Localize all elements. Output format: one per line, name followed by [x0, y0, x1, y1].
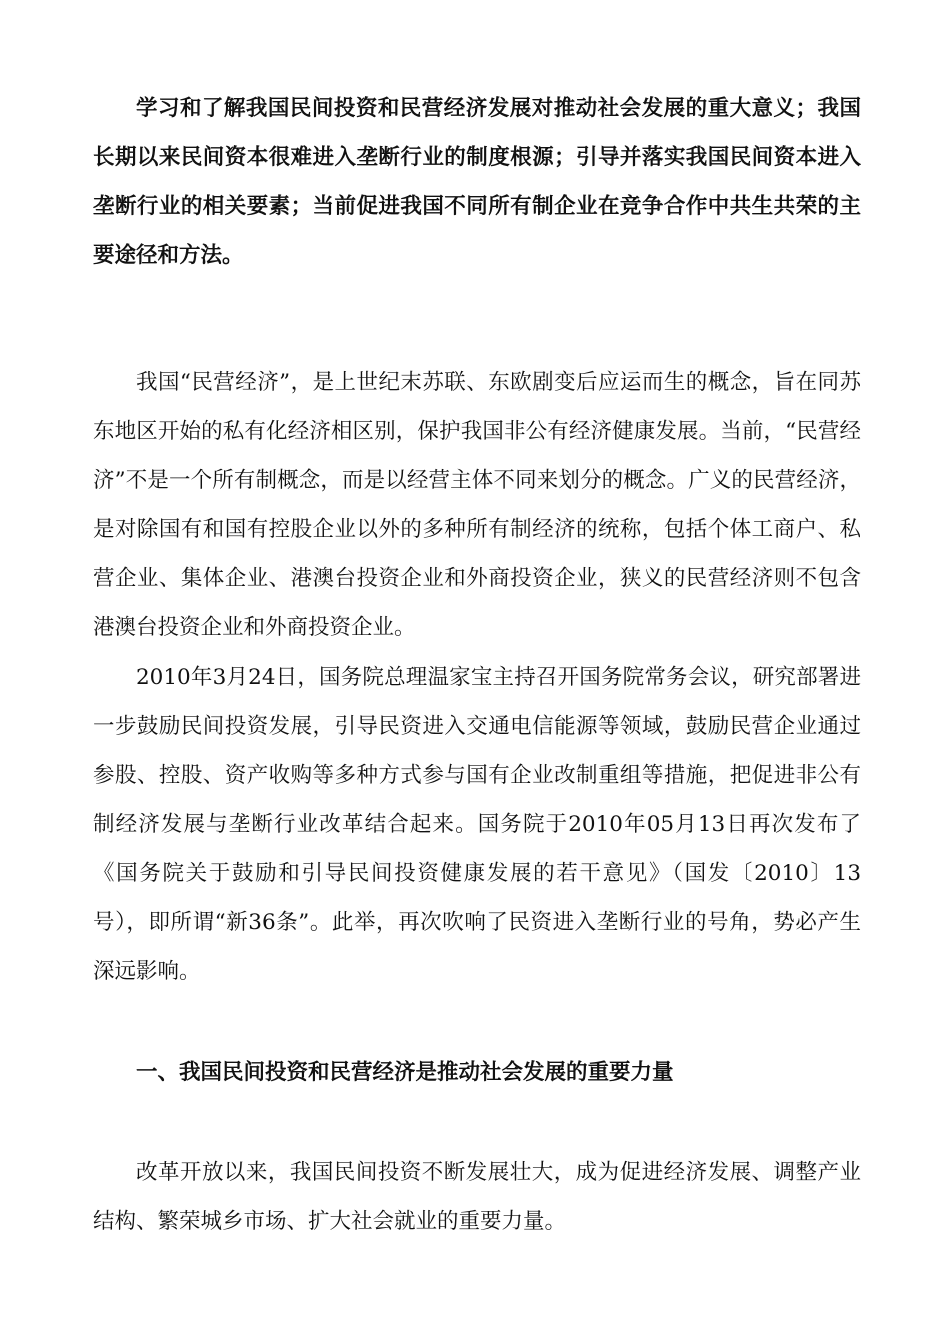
abstract-paragraph: 学习和了解我国民间投资和民营经济发展对推动社会发展的重大意义；我国长期以来民间资本很难进入垄断行业的制度根源；引导并落实我国民间资本进入垄断行业的相关要素；当前促进我国不同所有制企业在竞争合作中共生共荣的主要途径和方法。 [93, 96, 861, 268]
section-heading: 一、我国民间投资和民营经济是推动社会发展的重要力量 [136, 1060, 674, 1085]
section-paragraph: 改革开放以来，我国民间投资不断发展壮大，成为促进经济发展、调整产业结构、繁荣城乡市场、扩大社会就业的重要力量。 [93, 1160, 861, 1234]
body-paragraph-private-economy-definition: 我国“民营经济”，是上世纪末苏联、东欧剧变后应运而生的概念，旨在同苏东地区开始的私有化经济相区别，保护我国非公有经济健康发展。当前，“民营经济”不是一个所有制概念，而是以经营主体不同来划分的概念。广义的民营经济，是对除国有和国有控股企业以外的多种所有制经济的统称，包括个体工商户、私营企业、集体企业、港澳台投资企业和外商投资企业，狭义的民营经济则不包含港澳台投资企业和外商投资企业。 [93, 370, 861, 640]
body-paragraph-state-council-policy: 2010年3月24日，国务院总理温家宝主持召开国务院常务会议，研究部署进一步鼓励民间投资发展，引导民资进入交通电信能源等领域，鼓励民营企业通过参股、控股、资产收购等多种方式参与国有企业改制重组等措施，把促进非公有制经济发展与垄断行业改革结合起来。国务院于2010年05月13日再次发布了《国务院关于鼓励和引导民间投资健康发展的若干意见》（国发〔2010〕13号），即所谓“新36条”。此举，再次吹响了民资进入垄断行业的号角，势必产生深远影响。 [93, 665, 861, 984]
